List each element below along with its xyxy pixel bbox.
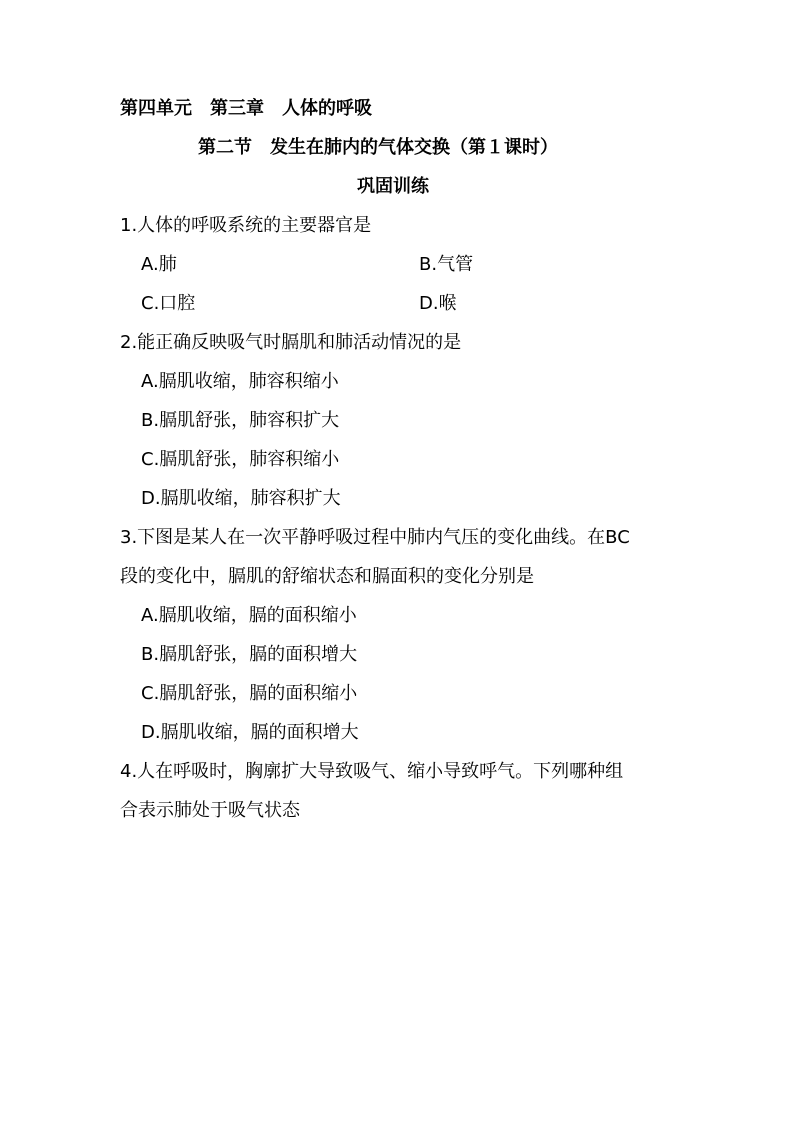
question-3-option-a: A.膈肌收缩，膈的面积缩小	[141, 605, 357, 626]
question-1-option-d: D.喉	[419, 293, 457, 314]
section-title: 第二节 发生在肺内的气体交换（第１课时）	[198, 137, 558, 158]
exercise-title: 巩固训练	[357, 176, 429, 197]
question-3-option-c: C.膈肌舒张，膈的面积缩小	[141, 683, 358, 704]
question-2-option-b: B.膈肌舒张，肺容积扩大	[141, 410, 340, 431]
question-3-stem-line-1: 3.下图是某人在一次平静呼吸过程中肺内气压的变化曲线。在BC	[120, 527, 630, 548]
question-3-option-d: D.膈肌收缩，膈的面积增大	[141, 722, 359, 743]
question-4-stem-line-1: 4.人在呼吸时，胸廓扩大导致吸气、缩小导致呼气。下列哪种组	[120, 761, 624, 782]
question-1-option-b: B.气管	[419, 254, 474, 275]
question-3-stem-line-2: 段的变化中，膈肌的舒缩状态和膈面积的变化分别是	[120, 566, 534, 587]
question-1-option-a: A.肺	[141, 254, 177, 275]
question-4-stem-line-2: 合表示肺处于吸气状态	[120, 800, 300, 821]
question-2-option-a: A.膈肌收缩，肺容积缩小	[141, 371, 339, 392]
unit-title: 第四单元 第三章 人体的呼吸	[120, 98, 372, 119]
question-2-option-d: D.膈肌收缩，肺容积扩大	[141, 488, 341, 509]
question-1-option-c: C.口腔	[141, 293, 196, 314]
question-1-stem: 1.人体的呼吸系统的主要器官是	[120, 215, 372, 236]
question-2-stem: 2.能正确反映吸气时膈肌和肺活动情况的是	[120, 332, 462, 353]
question-2-option-c: C.膈肌舒张，肺容积缩小	[141, 449, 340, 470]
question-3-option-b: B.膈肌舒张，膈的面积增大	[141, 644, 358, 665]
